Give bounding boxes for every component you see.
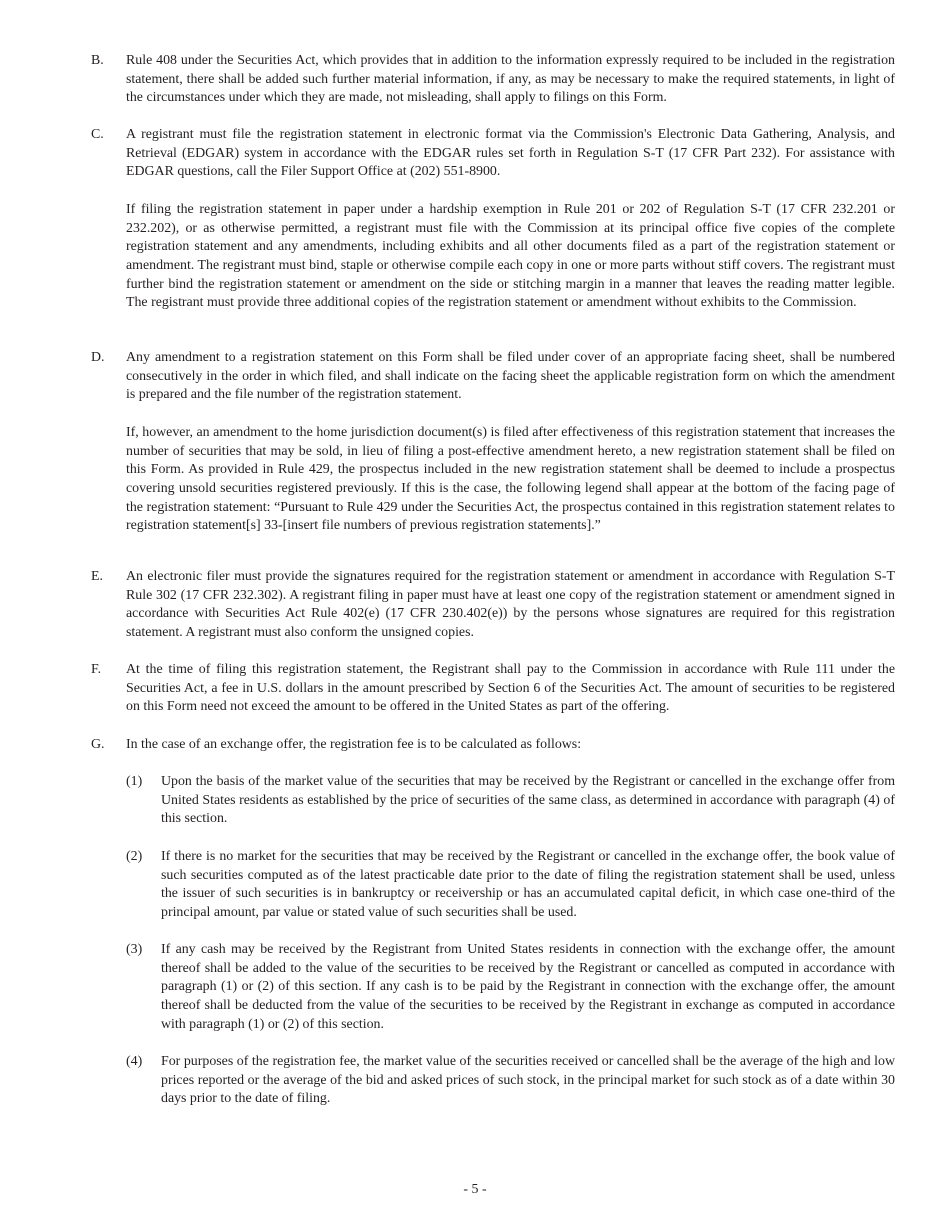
item-paragraph: An electronic filer must provide the signatures required for the registration statement or amendment in accordance with Regulation S-T Rule 302 (17 CFR 232.302). A registrant filing in paper must have at least one copy of the registration statement or amendment signed in accordance with Securities Act Rule 402(e) (17 CFR 230.402(e)) by the persons whose signatures are required for this registration statement. A registrant must also conform the unsigned copies. <box>126 569 895 641</box>
item-label: D. <box>91 350 105 365</box>
item-paragraph: At the time of filing this registration statement, the Registrant shall pay to the Commission in accordance with Rule 111 under the Securities Act, a fee in U.S. dollars in the amount prescribed by Section 6 of the Securities Act. The amount of securities to be registered on this Form need not exceed the amount to be offered in the United States as part of the offering. <box>126 662 895 715</box>
item-label: C. <box>91 127 104 142</box>
item-paragraph: Any amendment to a registration statement on this Form shall be filed under cover of an appropriate facing sheet, shall be numbered consecutively in the order in which filed, and shall indicate on the facing sheet the applicable registration form on which the amendment is prepared and the file number of the registration statement. <box>126 350 895 403</box>
fee-subitem-1 <box>126 773 895 829</box>
fee-subitem-2 <box>126 848 895 923</box>
fee-subitem-4 <box>126 1053 895 1109</box>
item-paragraph: A registrant must file the registration statement in electronic format via the Commission's Electronic Data Gathering, Analysis, and Retrieval (EDGAR) system in accordance with the EDGAR rules set forth in Regulation S-T (17 CFR Part 232). For assistance with EDGAR questions, call the Filer Support Office at (202) 551-8900. <box>126 127 895 180</box>
item-label: E. <box>91 569 103 584</box>
subitem-label: (2) <box>126 849 143 864</box>
item-body <box>126 126 895 313</box>
item-body <box>126 736 895 755</box>
instruction-item-c <box>91 126 895 313</box>
item-paragraph: Rule 408 under the Securities Act, which provides that in addition to the information expressly required to be included in the registration statement, there shall be added such further material information, if any, as may be necessary to make the required statements, in light of the circumstances under which they are made, not misleading, shall apply to filings on this Form. <box>126 53 895 106</box>
subitem-label: (1) <box>126 774 143 789</box>
subitem-text: For purposes of the registration fee, the market value of the securities received or cancelled shall be the average of the high and low prices reported or the average of the bid and asked prices of such stock, in the principal market for such stock as of a date within 30 days prior to the date of filing. <box>161 1054 895 1107</box>
item-label: G. <box>91 737 105 752</box>
item-paragraph: In the case of an exchange offer, the registration fee is to be calculated as follows: <box>126 737 582 752</box>
instruction-item-b <box>91 52 895 108</box>
page-number: - 5 - <box>463 1182 487 1197</box>
item-body <box>126 349 895 536</box>
item-label: F. <box>91 662 102 677</box>
item-body <box>126 52 895 108</box>
instruction-item-f <box>91 661 895 717</box>
item-label: B. <box>91 53 104 68</box>
item-paragraph: If, however, an amendment to the home jurisdiction document(s) is filed after effectiveness of this registration statement that increases the number of securities that may be sold, in lieu of filing a post-effective amendment hereto, a new registration statement shall be filed on this Form. As provided in Rule 429, the prospectus included in the new registration statement shall be deemed to include a prospectus covering unsold securities registered previously. If this is the case, the following legend shall appear at the bottom of the facing page of the registration statement: “Pursuant to Rule 429 under the Securities Act, the prospectus contained in this registration statement relates to registration statement[s] 33-[insert file numbers of previous registration statements].” <box>126 424 895 534</box>
item-body <box>126 661 895 717</box>
instruction-item-e <box>91 568 895 643</box>
subitem-label: (3) <box>126 942 143 957</box>
fee-subitem-3 <box>126 941 895 1035</box>
subitem-text: Upon the basis of the market value of the securities that may be received by the Registrant or cancelled in the exchange offer from United States residents as established by the price of securities of the same class, as determined in accordance with paragraph (4) of this section. <box>161 774 895 827</box>
item-paragraph: If filing the registration statement in paper under a hardship exemption in Rule 201 or 202 of Regulation S-T (17 CFR 232.201 or 232.202), or as otherwise permitted, a registrant must file with the Commission at its principal office five copies of the complete registration statement and any amendments, including exhibits and all other documents filed as a part of the registration statement or amendment. The registrant must bind, staple or otherwise compile each copy in one or more parts without stiff covers. The registrant must further bind the registration statement or amendment on the side or stitching margin in a manner that leaves the reading matter legible. The registrant must provide three additional copies of the registration statement or amendment without exhibits to the Commission. <box>126 201 895 311</box>
subitem-label: (4) <box>126 1054 143 1069</box>
instruction-item-g <box>91 736 895 755</box>
instruction-item-d <box>91 349 895 536</box>
subitem-text: If there is no market for the securities that may be received by the Registrant or cancelled in the exchange offer, the book value of such securities computed as of the latest practicable date prior to the date of filing the registration statement shall be used, unless the issuer of such securities is in bankruptcy or receivership or has an accumulated capital deficit, in which case one-third of the principal amount, par value or stated value of such securities shall be used. <box>161 849 895 921</box>
subitem-text: If any cash may be received by the Registrant from United States residents in connection with the exchange offer, the amount thereof shall be added to the value of the securities to be received by the Registrant or cancelled as computed in accordance with paragraph (1) or (2) of this section. If any cash is to be paid by the Registrant in connection with the exchange offer, the amount thereof shall be deducted from the value of the securities to be received by the Registrant in exchange as computed in accordance with paragraph (1) or (2) of this section. <box>161 942 895 1032</box>
item-body <box>126 568 895 643</box>
